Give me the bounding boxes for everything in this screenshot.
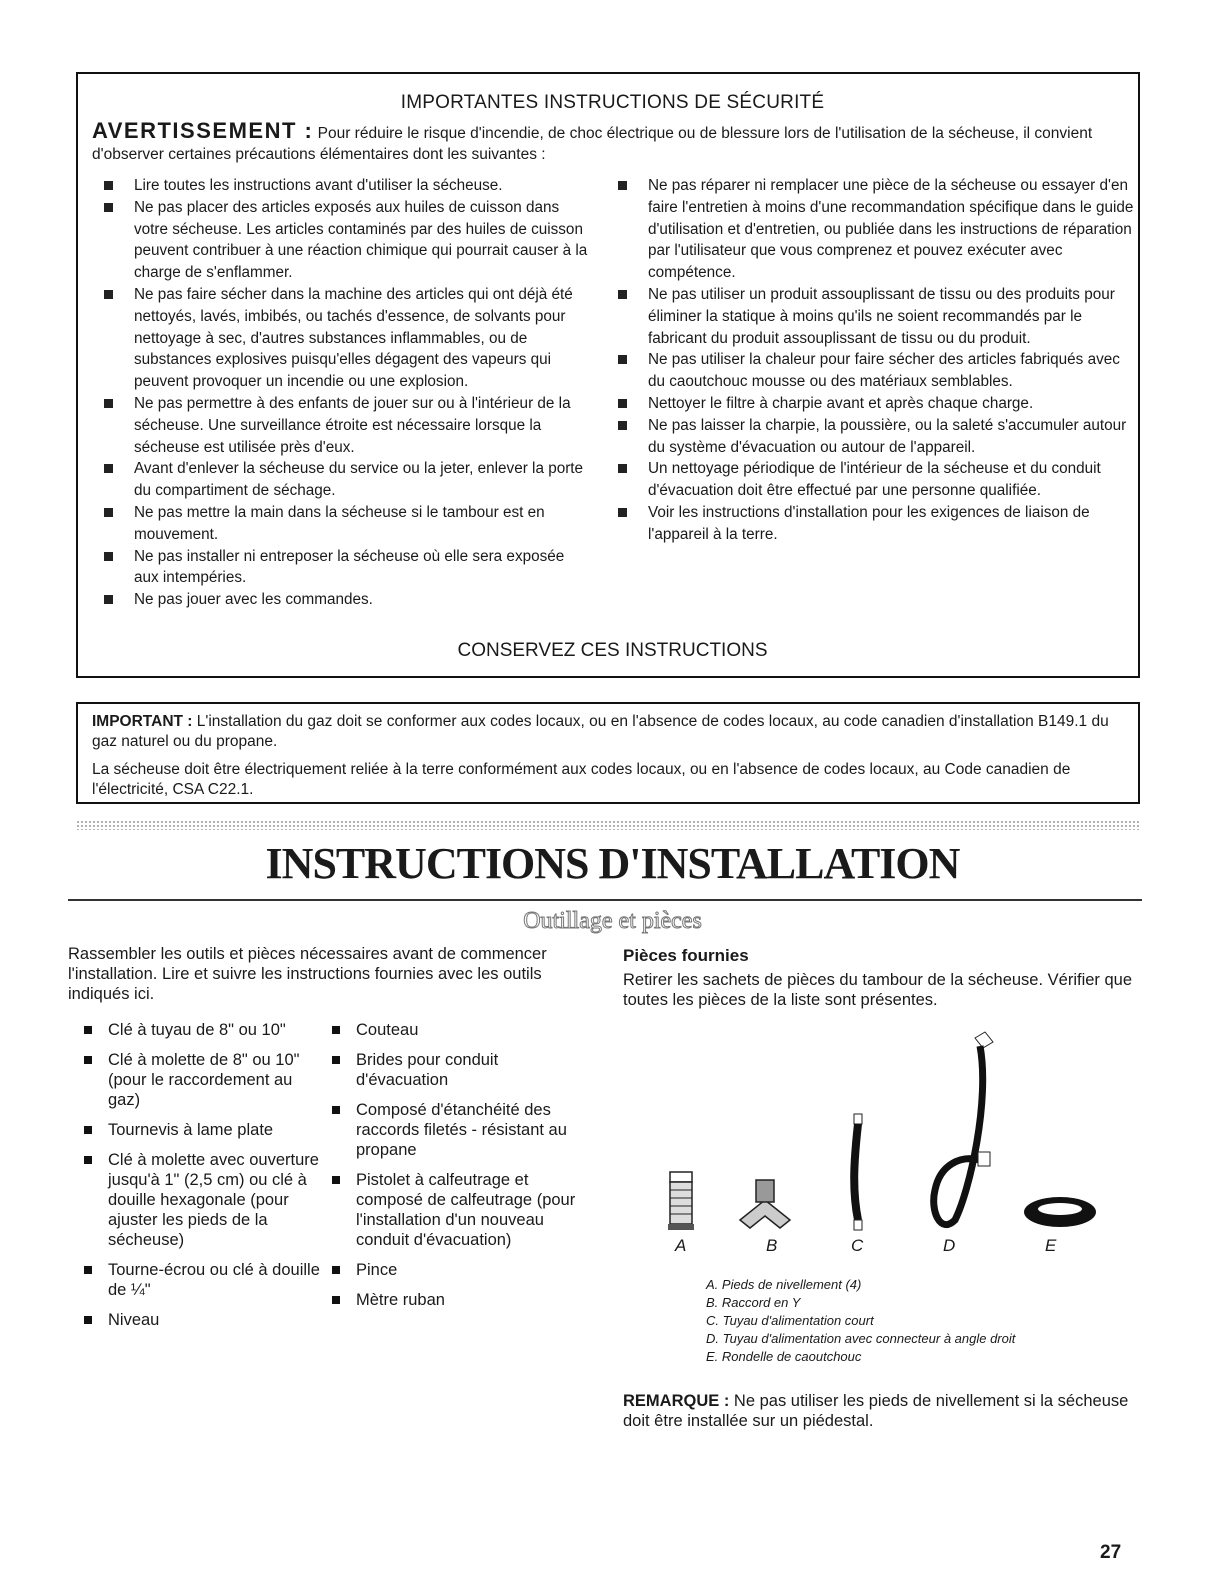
tools-list-1 <box>68 1020 328 1340</box>
warning-label: AVERTISSEMENT : <box>92 118 314 143</box>
list-item: Nettoyer le filtre à charpie avant et après chaque charge. <box>614 393 1134 415</box>
parts-heading: Pièces fournies <box>623 946 749 965</box>
title-rule <box>68 899 1142 901</box>
parts-figure <box>640 1020 1110 1270</box>
leveling-foot-illustration <box>668 1172 694 1230</box>
list-item: Ne pas permettre à des enfants de jouer sur ou à l'intérieur de la sécheuse. Une surveillance étroite est nécessaire lorsque la sécheuse est utilisée près d'eux. <box>100 393 590 458</box>
remarque-text: Ne pas utiliser les pieds de nivellement si la sécheuse doit être installée sur un piédestal. <box>623 1392 1129 1430</box>
parts-text: Retirer les sachets de pièces du tambour de la sécheuse. Vérifier que toutes les pièces de la liste sont présentes. <box>623 971 1133 1009</box>
section-title: Outillage et pièces <box>523 908 702 934</box>
warning-text: Pour réduire le risque d'incendie, de choc électrique ou de blessure lors de l'utilisation de la sécheuse, il convient d'observer certaines précautions élémentaires dont les suivantes : <box>92 125 1093 163</box>
figure-letter: B <box>766 1236 778 1255</box>
list-item: Ne pas réparer ni remplacer une pièce de la sécheuse ou essayer d'en faire l'entretien à moins d'une recommandation spécifique dans le guide d'utilisation et d'entretien, ou publiée dans les instructions de réparation par l'utilisateur que vous comprenez et pouvez exécuter avec compétence. <box>614 175 1134 284</box>
important-box <box>76 702 1140 804</box>
legend-item: A. Pieds de nivellement (4) <box>706 1277 862 1292</box>
legend-item: D. Tuyau d'alimentation avec connecteur à angle droit <box>706 1331 1016 1346</box>
tools-list-2 <box>316 1020 576 1320</box>
list-item: Ne pas utiliser un produit assouplissant de tissu ou des produits pour éliminer la statique à moins qu'ils ne soient recommandés par le fabricant du produit assouplissant de tissu ou du produit. <box>614 284 1134 349</box>
list-item: Mètre ruban <box>316 1290 576 1310</box>
figure-letter: C <box>851 1236 864 1255</box>
list-item: Ne pas laisser la charpie, la poussière, ou la saleté s'accumuler autour du système d'évacuation ou autour de l'appareil. <box>614 415 1134 459</box>
list-item: Tournevis à lame plate <box>68 1120 328 1140</box>
safety-list-left <box>100 175 590 611</box>
list-item: Pince <box>316 1260 576 1280</box>
list-item: Pistolet à calfeutrage et composé de calfeutrage (pour l'installation d'un nouveau conduit d'évacuation) <box>316 1170 576 1250</box>
safety-list-right <box>614 175 1134 546</box>
list-item: Voir les instructions d'installation pour les exigences de liaison de l'appareil à la terre. <box>614 502 1134 546</box>
y-fitting-illustration <box>740 1180 790 1228</box>
legend-item: B. Raccord en Y <box>706 1295 801 1310</box>
list-item: Un nettoyage périodique de l'intérieur de la sécheuse et du conduit d'évacuation doit être effectué par une personne qualifiée. <box>614 458 1134 502</box>
remarque-label: REMARQUE : <box>623 1392 730 1410</box>
figure-letter: E <box>1045 1236 1057 1255</box>
list-item: Ne pas mettre la main dans la sécheuse si le tambour est en mouvement. <box>100 502 590 546</box>
list-item: Ne pas utiliser la chaleur pour faire sécher des articles fabriqués avec du caoutchouc mousse ou des matériaux semblables. <box>614 349 1134 393</box>
gather-text: Rassembler les outils et pièces nécessaires avant de commencer l'installation. Lire et suivre les instructions fournies avec les outils indiqués ici. <box>68 945 547 1003</box>
list-item: Clé à molette avec ouverture jusqu'à 1" (2,5 cm) ou clé à douille hexagonale (pour ajuster les pieds de la sécheuse) <box>68 1150 328 1250</box>
list-item: Niveau <box>68 1310 328 1330</box>
safety-heading: IMPORTANTES INSTRUCTIONS DE SÉCURITÉ <box>400 92 825 113</box>
parts-legend <box>706 1276 1015 1366</box>
list-item: Ne pas placer des articles exposés aux huiles de cuisson dans votre sécheuse. Les articles contaminés par des huiles de cuisson peuvent contribuer à une réaction chimique qui pourrait causer à la charge de s'enflammer. <box>100 197 590 284</box>
list-item: Ne pas jouer avec les commandes. <box>100 589 590 611</box>
list-item: Brides pour conduit d'évacuation <box>316 1050 576 1090</box>
dotted-divider <box>76 820 1140 830</box>
page-title: INSTRUCTIONS D'INSTALLATION <box>265 839 960 888</box>
list-item: Ne pas installer ni entreposer la sécheuse où elle sera exposée aux intempéries. <box>100 546 590 590</box>
conserve-footer: CONSERVEZ CES INSTRUCTIONS <box>457 640 768 661</box>
figure-letter: D <box>943 1236 956 1255</box>
angle-hose-illustration <box>934 1032 993 1225</box>
page-number: 27 <box>1100 1542 1122 1563</box>
list-item: Tourne-écrou ou clé à douille de ¼" <box>68 1260 328 1300</box>
list-item: Composé d'étanchéité des raccords filetés - résistant au propane <box>316 1100 576 1160</box>
list-item: Lire toutes les instructions avant d'utiliser la sécheuse. <box>100 175 590 197</box>
short-hose-illustration <box>854 1114 862 1230</box>
list-item: Avant d'enlever la sécheuse du service ou la jeter, enlever la porte du compartiment de séchage. <box>100 458 590 502</box>
list-item: Clé à tuyau de 8" ou 10" <box>68 1020 328 1040</box>
important-paragraph-1 <box>92 712 1124 752</box>
list-item: Ne pas faire sécher dans la machine des articles qui ont déjà été nettoyés, lavés, imbibés, ou tachés d'essence, de solvants pour nettoyage à sec, d'autres substances inflammables, ou de substances explosives puisqu'elles dégagent des vapeurs qui peuvent provoquer un incendie ou une explosion. <box>100 284 590 393</box>
legend-item: C. Tuyau d'alimentation court <box>706 1313 874 1328</box>
list-item: Couteau <box>316 1020 576 1040</box>
legend-item: E. Rondelle de caoutchouc <box>706 1349 862 1364</box>
list-item: Clé à molette de 8" ou 10" (pour le raccordement au gaz) <box>68 1050 328 1110</box>
figure-letter: A <box>675 1236 687 1255</box>
important-paragraph-2: La sécheuse doit être électriquement reliée à la terre conformément aux codes locaux, ou en l'absence de codes locaux, au Code canadien de l'électricité, CSA C22.1. <box>92 761 1071 798</box>
important-text-1: L'installation du gaz doit se conformer aux codes locaux, ou en l'absence de codes locaux, au code canadien d'installation B149.1 du gaz naturel ou du propane. <box>92 713 1109 750</box>
important-label: IMPORTANT : <box>92 713 193 730</box>
remarque-note <box>623 1391 1143 1431</box>
rubber-washer-illustration <box>1024 1197 1096 1227</box>
warning-intro <box>92 120 1132 165</box>
